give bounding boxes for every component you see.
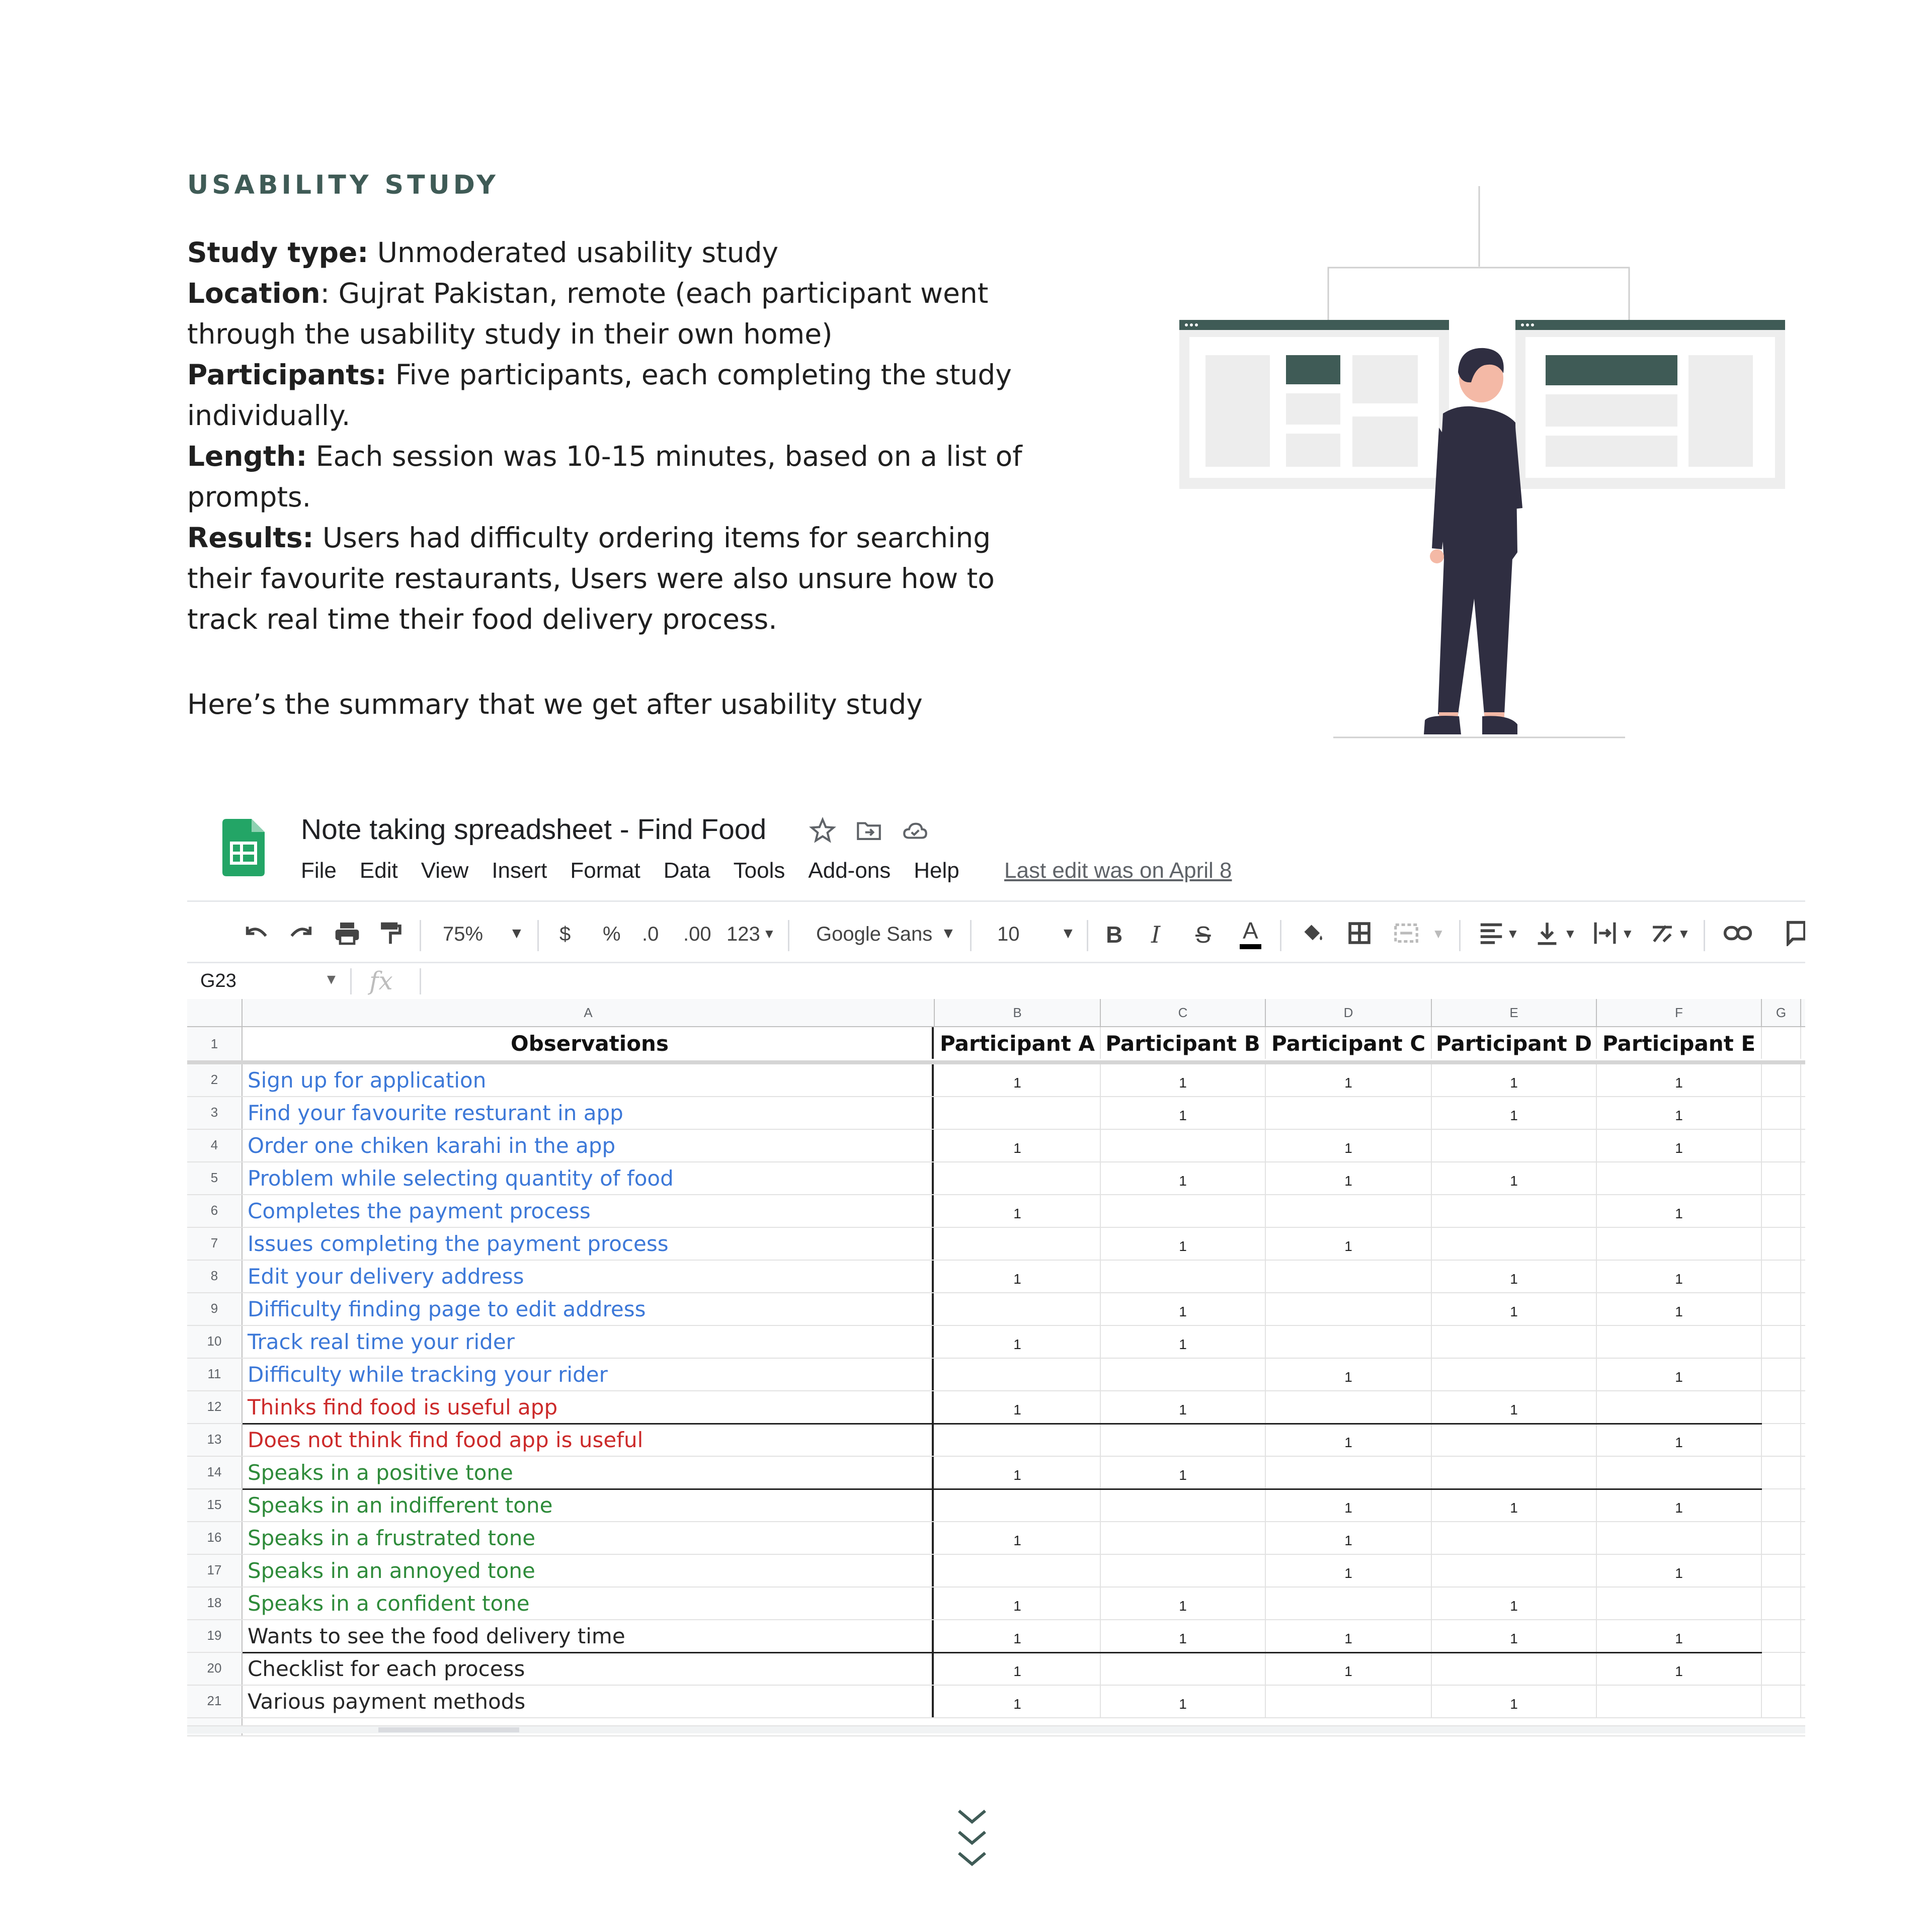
cell-g[interactable] <box>1762 1326 1801 1358</box>
more-formats-button[interactable]: 123 <box>727 923 760 945</box>
participants-label: Participants: <box>187 359 387 391</box>
cell-g[interactable] <box>1762 1130 1801 1161</box>
cell-g[interactable] <box>1762 1489 1801 1521</box>
participant-b-cell[interactable]: 1 <box>1101 1228 1266 1260</box>
cell-g[interactable] <box>1762 1457 1801 1488</box>
chevron-down-icon[interactable]: ▼ <box>1506 926 1519 941</box>
participant-a-cell[interactable]: 1 <box>935 1588 1101 1619</box>
section-title: USABILITY STUDY <box>187 170 499 200</box>
participant-a-cell[interactable] <box>935 1293 1101 1325</box>
chevron-down-icon[interactable]: ▼ <box>941 925 956 942</box>
table-row <box>187 1195 1805 1228</box>
participant-d-cell[interactable] <box>1432 1555 1597 1587</box>
participant-e-cell[interactable] <box>1597 1228 1762 1260</box>
participant-a-cell[interactable] <box>935 1555 1101 1587</box>
participant-d-header[interactable]: Participant D <box>1432 1027 1597 1059</box>
study-type-label: Study type: <box>187 236 369 269</box>
participant-c-cell[interactable]: 1 <box>1266 1424 1432 1456</box>
scrollbar-thumb[interactable] <box>378 1727 519 1732</box>
last-edit-link[interactable]: Last edit was on April 8 <box>1004 858 1232 883</box>
menu-data[interactable]: Data <box>663 858 710 883</box>
document-title[interactable]: Note taking spreadsheet - Find Food <box>301 813 767 846</box>
participant-d-cell[interactable]: 1 <box>1432 1064 1597 1096</box>
location-line <box>187 273 1032 355</box>
zoom-select[interactable]: 75% <box>443 923 484 945</box>
participant-b-cell[interactable]: 1 <box>1101 1326 1266 1358</box>
participant-b-cell[interactable]: 1 <box>1101 1097 1266 1129</box>
participant-b-cell[interactable]: 1 <box>1101 1620 1266 1652</box>
study-details <box>187 232 1032 640</box>
cell-g[interactable] <box>1762 1555 1801 1587</box>
participant-c-cell[interactable]: 1 <box>1266 1522 1432 1554</box>
participant-a-cell[interactable]: 1 <box>935 1686 1101 1717</box>
participant-e-header[interactable]: Participant E <box>1597 1027 1762 1059</box>
participant-a-cell[interactable]: 1 <box>935 1064 1101 1096</box>
participant-b-cell[interactable]: 1 <box>1101 1588 1266 1619</box>
row-number[interactable]: 17 <box>187 1555 243 1587</box>
font-size-select[interactable]: 10 <box>997 923 1020 945</box>
fill-color-icon[interactable] <box>1299 920 1326 946</box>
participant-e-cell[interactable]: 1 <box>1597 1195 1762 1227</box>
participant-b-cell[interactable] <box>1101 1489 1266 1521</box>
observation-cell[interactable]: Sign up for application <box>243 1064 934 1096</box>
select-all-corner[interactable] <box>187 999 243 1026</box>
participant-a-cell[interactable] <box>935 1359 1101 1390</box>
currency-format-button[interactable]: $ <box>559 923 571 945</box>
location-value: : Gujrat Pakistan, remote (each participant went through the usability study in their own home) <box>187 277 989 350</box>
chevron-down-icon[interactable]: ▼ <box>763 926 776 941</box>
column-header-e[interactable]: E <box>1432 999 1597 1026</box>
font-select[interactable]: Google Sans <box>816 923 933 945</box>
group-divider <box>243 1423 1762 1425</box>
cell-g[interactable] <box>1762 1261 1801 1292</box>
participant-e-cell[interactable]: 1 <box>1597 1064 1762 1096</box>
row-number[interactable]: 1 <box>187 1027 243 1060</box>
participant-e-cell[interactable] <box>1597 1457 1762 1488</box>
participant-a-cell[interactable] <box>935 1489 1101 1521</box>
participant-e-cell[interactable]: 1 <box>1597 1489 1762 1521</box>
participant-d-cell[interactable] <box>1432 1326 1597 1358</box>
participant-e-cell[interactable]: 1 <box>1597 1653 1762 1685</box>
row-number[interactable]: 18 <box>187 1588 243 1619</box>
text-color-button[interactable]: A <box>1240 917 1261 949</box>
participant-a-cell[interactable]: 1 <box>935 1130 1101 1161</box>
row-number[interactable]: 20 <box>187 1653 243 1685</box>
participant-b-cell[interactable]: 1 <box>1101 1064 1266 1096</box>
chevron-down-icon[interactable]: ▼ <box>1432 926 1445 941</box>
observation-cell[interactable]: Completes the payment process <box>243 1195 934 1227</box>
participant-a-cell[interactable] <box>935 1424 1101 1456</box>
participant-c-cell[interactable]: 1 <box>1266 1130 1432 1161</box>
observation-cell[interactable]: Speaks in a positive tone <box>243 1457 934 1488</box>
participant-a-cell[interactable]: 1 <box>935 1195 1101 1227</box>
menu-insert[interactable]: Insert <box>492 858 547 883</box>
cell-g[interactable] <box>1762 1620 1801 1652</box>
menu-format[interactable]: Format <box>570 858 640 883</box>
title-icons <box>808 816 930 845</box>
chevron-down-icon[interactable]: ▼ <box>327 973 336 986</box>
chevron-down-icon[interactable]: ▼ <box>1564 926 1577 941</box>
toolbar-separator <box>537 920 539 951</box>
toolbar <box>187 900 1805 962</box>
observation-cell[interactable]: Order one chiken karahi in the app <box>243 1130 934 1161</box>
group-divider <box>243 1488 1762 1490</box>
participant-e-cell[interactable] <box>1597 1588 1762 1619</box>
study-type-value: Unmoderated usability study <box>368 236 779 269</box>
chevron-down-icon[interactable]: ▼ <box>1677 926 1691 941</box>
row-number[interactable]: 4 <box>187 1130 243 1161</box>
strikethrough-button[interactable]: S <box>1195 922 1211 948</box>
participants-value: Five participants, each completing the study individually. <box>187 359 1012 432</box>
observation-cell[interactable]: Checklist for each process <box>243 1653 934 1685</box>
name-box[interactable]: G23 <box>200 970 236 991</box>
vertical-align-icon[interactable] <box>1536 920 1559 946</box>
row-number[interactable]: 9 <box>187 1293 243 1325</box>
row-number[interactable]: 15 <box>187 1489 243 1521</box>
cloud-saved-icon[interactable] <box>901 816 930 845</box>
row-number[interactable]: 2 <box>187 1064 243 1096</box>
cell-g[interactable] <box>1762 1391 1801 1423</box>
menu-addons[interactable]: Add-ons <box>808 858 891 883</box>
row-number[interactable]: 11 <box>187 1359 243 1390</box>
row-number[interactable]: 14 <box>187 1457 243 1488</box>
participant-e-cell[interactable]: 1 <box>1597 1130 1762 1161</box>
participant-c-cell[interactable]: 1 <box>1266 1653 1432 1685</box>
table-row <box>187 1162 1805 1195</box>
participant-c-cell[interactable] <box>1266 1686 1432 1717</box>
observation-cell[interactable]: Find your favourite resturant in app <box>243 1097 934 1129</box>
cell-g[interactable] <box>1762 1064 1801 1096</box>
row-number[interactable]: 21 <box>187 1686 243 1717</box>
participant-e-cell[interactable]: 1 <box>1597 1097 1762 1129</box>
participant-c-cell[interactable] <box>1266 1588 1432 1619</box>
cell-g[interactable] <box>1762 1686 1801 1717</box>
participant-e-cell[interactable]: 1 <box>1597 1424 1762 1456</box>
participant-b-cell[interactable] <box>1101 1522 1266 1554</box>
column-header-g[interactable]: G <box>1762 999 1801 1026</box>
participant-d-cell[interactable] <box>1432 1228 1597 1260</box>
length-line <box>187 436 1032 518</box>
participant-c-cell[interactable]: 1 <box>1266 1489 1432 1521</box>
cell-g[interactable] <box>1762 1293 1801 1325</box>
menu-bar <box>301 858 983 883</box>
participant-a-cell[interactable]: 1 <box>935 1326 1101 1358</box>
toolbar-separator <box>420 920 421 951</box>
participant-c-cell[interactable]: 1 <box>1266 1064 1432 1096</box>
menu-view[interactable]: View <box>421 858 469 883</box>
table-row <box>187 1228 1805 1261</box>
row-number[interactable]: 3 <box>187 1097 243 1129</box>
formula-bar <box>187 962 1805 1001</box>
table-row <box>187 1489 1805 1522</box>
participant-e-cell[interactable]: 1 <box>1597 1293 1762 1325</box>
participant-e-cell[interactable] <box>1597 1522 1762 1554</box>
participant-b-cell[interactable] <box>1101 1555 1266 1587</box>
horizontal-align-icon[interactable] <box>1478 921 1504 945</box>
participant-c-cell[interactable]: 1 <box>1266 1359 1432 1390</box>
header-row <box>187 1027 1805 1064</box>
data-rows <box>187 1064 1805 1718</box>
participant-d-cell[interactable]: 1 <box>1432 1489 1597 1521</box>
participant-d-cell[interactable] <box>1432 1424 1597 1456</box>
table-row <box>187 1588 1805 1620</box>
column-header-f[interactable]: F <box>1597 999 1762 1026</box>
insert-link-icon[interactable] <box>1723 923 1753 943</box>
participant-a-cell[interactable] <box>935 1228 1101 1260</box>
insert-comment-icon[interactable] <box>1785 920 1805 946</box>
participant-b-cell[interactable] <box>1101 1653 1266 1685</box>
cell-g[interactable] <box>1762 1653 1801 1685</box>
participant-d-cell[interactable]: 1 <box>1432 1162 1597 1194</box>
participant-b-cell[interactable] <box>1101 1424 1266 1456</box>
table-row <box>187 1326 1805 1359</box>
participant-e-cell[interactable]: 1 <box>1597 1261 1762 1292</box>
row-number[interactable]: 6 <box>187 1195 243 1227</box>
participant-c-cell[interactable] <box>1266 1261 1432 1292</box>
increase-decimal-button[interactable]: .00 <box>683 923 711 945</box>
observation-cell[interactable]: Does not think find food app is useful <box>243 1424 934 1456</box>
cell-g[interactable] <box>1762 1162 1801 1194</box>
toolbar-separator <box>1087 920 1088 951</box>
scroll-down-chevrons-icon[interactable] <box>954 1806 990 1876</box>
table-row <box>187 1391 1805 1424</box>
row-number[interactable]: 12 <box>187 1391 243 1423</box>
paint-format-icon[interactable] <box>378 920 403 946</box>
participant-c-cell[interactable] <box>1266 1097 1432 1129</box>
column-header-a[interactable]: A <box>243 999 935 1026</box>
participant-a-cell[interactable]: 1 <box>935 1261 1101 1292</box>
divider <box>420 968 421 994</box>
observation-cell[interactable]: Speaks in a confident tone <box>243 1588 934 1619</box>
table-row <box>187 1522 1805 1555</box>
observation-cell[interactable]: Speaks in an annoyed tone <box>243 1555 934 1587</box>
observation-cell[interactable]: Various payment methods <box>243 1686 934 1717</box>
observation-cell[interactable]: Difficulty finding page to edit address <box>243 1293 934 1325</box>
percent-format-button[interactable]: % <box>603 923 621 945</box>
participant-d-cell[interactable] <box>1432 1457 1597 1488</box>
row-number[interactable]: 10 <box>187 1326 243 1358</box>
cell-g[interactable] <box>1762 1588 1801 1619</box>
chevron-down-icon[interactable]: ▼ <box>1621 926 1634 941</box>
observation-cell[interactable]: Difficulty while tracking your rider <box>243 1359 934 1390</box>
observations-header[interactable]: Observations <box>243 1027 934 1059</box>
participant-c-cell[interactable] <box>1266 1293 1432 1325</box>
table-row <box>187 1620 1805 1653</box>
observation-cell[interactable]: Track real time your rider <box>243 1326 934 1358</box>
move-folder-icon[interactable] <box>854 816 883 845</box>
results-line <box>187 518 1032 640</box>
participant-e-cell[interactable] <box>1597 1326 1762 1358</box>
participant-b-header[interactable]: Participant B <box>1101 1027 1266 1059</box>
participant-a-cell[interactable]: 1 <box>935 1457 1101 1488</box>
chevron-down-icon[interactable]: ▼ <box>509 925 524 942</box>
table-row <box>187 1097 1805 1130</box>
participant-d-cell[interactable]: 1 <box>1432 1588 1597 1619</box>
participant-d-cell[interactable] <box>1432 1195 1597 1227</box>
row-number[interactable]: 7 <box>187 1228 243 1260</box>
participant-e-cell[interactable] <box>1597 1162 1762 1194</box>
participant-d-cell[interactable] <box>1432 1653 1597 1685</box>
toolbar-separator <box>970 920 972 951</box>
results-label: Results: <box>187 522 314 554</box>
table-row <box>187 1555 1805 1588</box>
spreadsheet-grid <box>187 999 1805 1736</box>
table-row <box>187 1457 1805 1489</box>
column-header-d[interactable]: D <box>1266 999 1432 1026</box>
bold-button[interactable]: B <box>1106 922 1123 948</box>
column-header-b[interactable]: B <box>935 999 1101 1026</box>
participant-c-cell[interactable]: 1 <box>1266 1620 1432 1652</box>
row-number[interactable]: 19 <box>187 1620 243 1652</box>
participant-b-cell[interactable] <box>1101 1261 1266 1292</box>
participant-b-cell[interactable] <box>1101 1359 1266 1390</box>
column-header-c[interactable]: C <box>1101 999 1266 1026</box>
table-row <box>187 1130 1805 1162</box>
observation-cell[interactable]: Thinks find food is useful app <box>243 1391 934 1423</box>
observation-cell[interactable]: Wants to see the food delivery time <box>243 1620 934 1652</box>
table-row <box>187 1261 1805 1293</box>
table-row <box>187 1424 1805 1457</box>
borders-icon[interactable] <box>1346 920 1373 946</box>
undo-icon[interactable] <box>243 922 271 945</box>
participants-line <box>187 355 1032 436</box>
summary-intro: Here’s the summary that we get after usability study <box>187 688 923 720</box>
cell-g[interactable] <box>1762 1424 1801 1456</box>
cell-g[interactable] <box>1762 1097 1801 1129</box>
table-row <box>187 1686 1805 1718</box>
length-value: Each session was 10-15 minutes, based on a list of prompts. <box>187 440 1022 513</box>
participant-d-cell[interactable] <box>1432 1359 1597 1390</box>
redo-icon[interactable] <box>287 922 315 945</box>
participant-d-cell[interactable]: 1 <box>1432 1391 1597 1423</box>
participant-b-cell[interactable] <box>1101 1195 1266 1227</box>
row-number[interactable]: 8 <box>187 1261 243 1292</box>
menu-file[interactable]: File <box>301 858 337 883</box>
merge-cells-icon[interactable] <box>1393 920 1420 946</box>
participant-c-cell[interactable] <box>1266 1195 1432 1227</box>
italic-button[interactable]: I <box>1151 921 1161 948</box>
table-row <box>187 1359 1805 1391</box>
horizontal-scrollbar[interactable] <box>187 1725 1805 1733</box>
table-row <box>187 1653 1805 1686</box>
table-row <box>187 1064 1805 1097</box>
participant-a-cell[interactable] <box>935 1162 1101 1194</box>
participant-c-cell[interactable]: 1 <box>1266 1555 1432 1587</box>
formula-input[interactable] <box>424 963 1805 999</box>
print-icon[interactable] <box>333 920 361 946</box>
cell-g[interactable] <box>1762 1027 1801 1059</box>
participant-e-cell[interactable]: 1 <box>1597 1359 1762 1390</box>
location-label: Location <box>187 277 320 309</box>
toolbar-separator <box>788 920 789 951</box>
participant-a-cell[interactable]: 1 <box>935 1522 1101 1554</box>
decrease-decimal-button[interactable]: .0 <box>642 923 659 945</box>
chevron-down-icon[interactable]: ▼ <box>1061 925 1076 942</box>
participant-e-cell[interactable] <box>1597 1391 1762 1423</box>
participant-d-cell[interactable]: 1 <box>1432 1261 1597 1292</box>
toolbar-separator <box>1704 920 1705 951</box>
participant-b-cell[interactable]: 1 <box>1101 1391 1266 1423</box>
participant-a-cell[interactable]: 1 <box>935 1620 1101 1652</box>
participant-a-cell[interactable]: 1 <box>935 1653 1101 1685</box>
results-value: Users had difficulty ordering items for searching their favourite restaurants, Users were also unsure how to track real time their food delivery process. <box>187 522 995 635</box>
participant-c-cell[interactable] <box>1266 1457 1432 1488</box>
text-rotation-icon[interactable] <box>1649 920 1675 946</box>
participant-e-cell[interactable]: 1 <box>1597 1555 1762 1587</box>
cell-g[interactable] <box>1762 1195 1801 1227</box>
participant-d-cell[interactable]: 1 <box>1432 1620 1597 1652</box>
observation-cell[interactable]: Edit your delivery address <box>243 1261 934 1292</box>
row-number[interactable]: 16 <box>187 1522 243 1554</box>
participant-e-cell[interactable] <box>1597 1686 1762 1717</box>
participant-d-cell[interactable] <box>1432 1130 1597 1161</box>
text-wrapping-icon[interactable] <box>1592 920 1618 946</box>
observation-cell[interactable]: Speaks in an indifferent tone <box>243 1489 934 1521</box>
participant-d-cell[interactable]: 1 <box>1432 1686 1597 1717</box>
toolbar-separator <box>1280 920 1281 951</box>
menu-edit[interactable]: Edit <box>359 858 398 883</box>
participant-b-cell[interactable]: 1 <box>1101 1162 1266 1194</box>
participant-a-header[interactable]: Participant A <box>935 1027 1101 1059</box>
participant-a-cell[interactable]: 1 <box>935 1391 1101 1423</box>
participant-e-cell[interactable]: 1 <box>1597 1620 1762 1652</box>
participant-c-cell[interactable]: 1 <box>1266 1162 1432 1194</box>
star-icon[interactable] <box>808 816 837 845</box>
row-number[interactable]: 13 <box>187 1424 243 1456</box>
observation-cell[interactable]: Speaks in a frustrated tone <box>243 1522 934 1554</box>
menu-tools[interactable]: Tools <box>733 858 785 883</box>
participant-c-cell[interactable] <box>1266 1326 1432 1358</box>
participant-b-cell[interactable]: 1 <box>1101 1293 1266 1325</box>
participant-c-cell[interactable]: 1 <box>1266 1228 1432 1260</box>
cell-g[interactable] <box>1762 1228 1801 1260</box>
column-header-row <box>187 999 1805 1027</box>
participant-b-cell[interactable]: 1 <box>1101 1457 1266 1488</box>
toolbar-separator <box>1459 920 1461 951</box>
participant-b-cell[interactable] <box>1101 1130 1266 1161</box>
participant-d-cell[interactable] <box>1432 1522 1597 1554</box>
observation-cell[interactable]: Issues completing the payment process <box>243 1228 934 1260</box>
study-type-line <box>187 232 1032 273</box>
participant-c-cell[interactable] <box>1266 1391 1432 1423</box>
participant-d-cell[interactable]: 1 <box>1432 1097 1597 1129</box>
observation-cell[interactable]: Problem while selecting quantity of food <box>243 1162 934 1194</box>
participant-b-cell[interactable]: 1 <box>1101 1686 1266 1717</box>
cell-g[interactable] <box>1762 1522 1801 1554</box>
fx-icon: fx <box>369 966 393 995</box>
table-row <box>187 1293 1805 1326</box>
group-divider <box>243 1652 1762 1653</box>
man-looking-at-screens-illustration <box>1157 186 1801 744</box>
participant-a-cell[interactable] <box>935 1097 1101 1129</box>
row-number[interactable]: 5 <box>187 1162 243 1194</box>
participant-d-cell[interactable]: 1 <box>1432 1293 1597 1325</box>
menu-help[interactable]: Help <box>914 858 959 883</box>
cell-g[interactable] <box>1762 1359 1801 1390</box>
google-sheets-logo-icon[interactable] <box>222 819 265 876</box>
divider <box>350 968 352 994</box>
length-label: Length: <box>187 440 307 472</box>
participant-c-header[interactable]: Participant C <box>1266 1027 1432 1059</box>
